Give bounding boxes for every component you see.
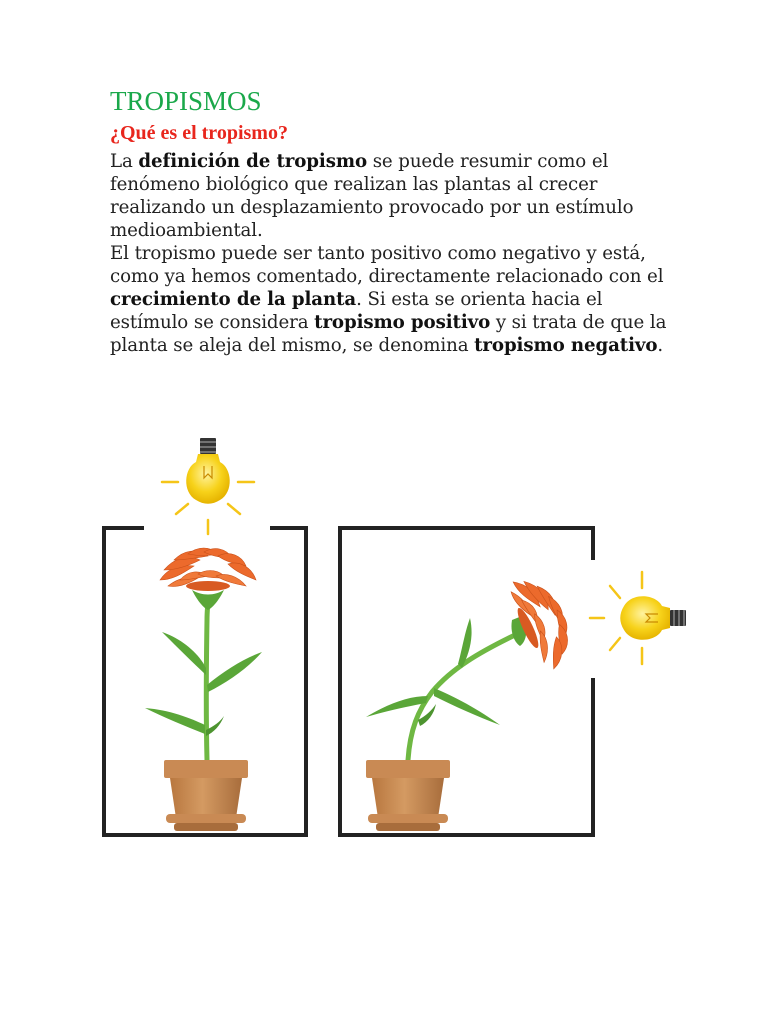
- page-title: TROPISMOS: [110, 86, 262, 116]
- text-run: .: [657, 335, 664, 356]
- bold-term: crecimiento de la planta: [110, 289, 357, 310]
- tropism-illustration: [0, 420, 768, 860]
- text-run: La: [110, 151, 139, 172]
- paragraph-types: [110, 242, 670, 357]
- flower-pot-icon: [366, 760, 450, 831]
- bold-term: tropismo negativo: [474, 335, 658, 356]
- light-bulb-icon: [590, 572, 686, 664]
- flower-pot-icon: [164, 760, 248, 831]
- text-run: se puede resumir como el fenómeno biológico que realizan las plantas al crecer realizando un desplazamiento provocado por un estímulo medioambiental.: [110, 151, 634, 241]
- bold-term: definición de tropismo: [138, 151, 368, 172]
- light-bulb-icon: [162, 438, 254, 534]
- section-subtitle: ¿Qué es el tropismo?: [110, 122, 288, 144]
- body-text: [110, 150, 670, 357]
- plant-bending: [366, 568, 583, 760]
- bold-term: tropismo positivo: [314, 312, 491, 333]
- text-run: El tropismo puede ser tanto positivo como negativo y está, como ya hemos comentado, directamente relacionado con el: [110, 243, 664, 287]
- plant-upright: [145, 548, 262, 760]
- text-run: y si trata de que la planta se aleja del mismo, se denomina: [110, 312, 667, 356]
- text-run: . Si esta se orienta hacia el estímulo se considera: [110, 289, 603, 333]
- paragraph-definition: [110, 150, 670, 242]
